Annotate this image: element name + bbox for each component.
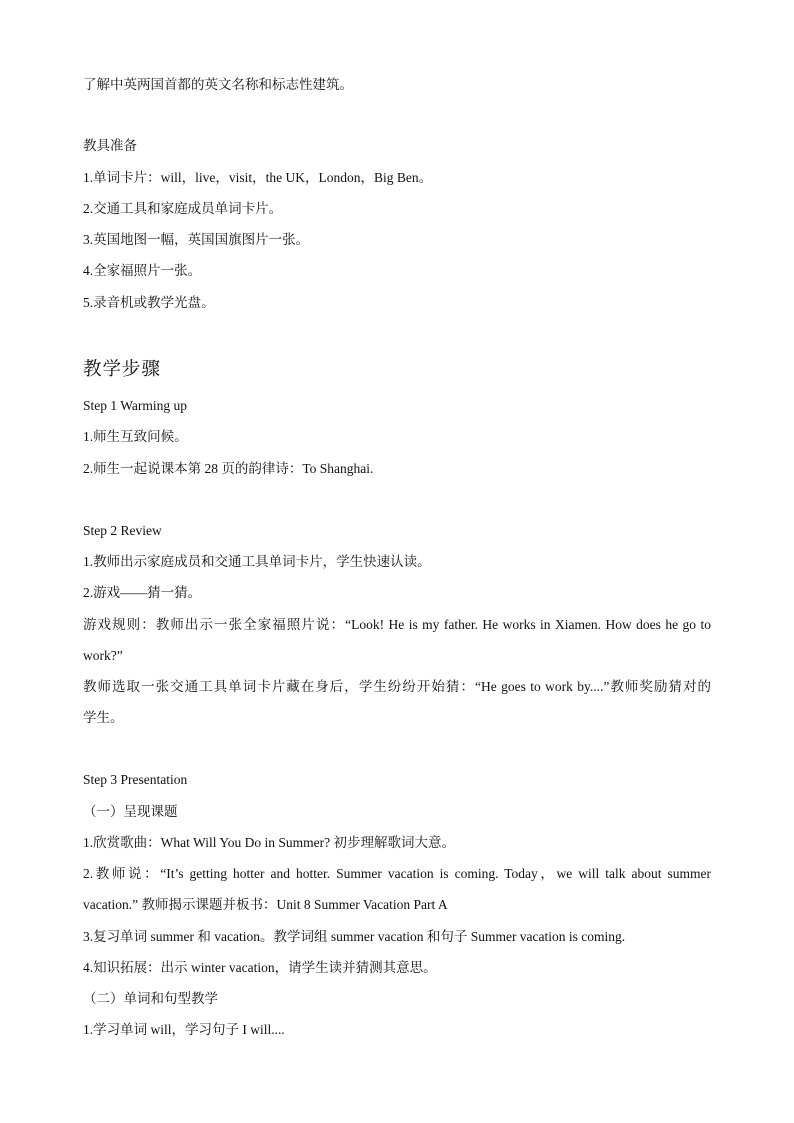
- tools-item: 3.英国地图一幅，英国国旗图片一张。: [83, 232, 310, 247]
- teacher-pick-line: 学生。: [83, 710, 124, 725]
- presentation-item: 2.教师说：“It’s getting hotter and hotter. Summer vacation is coming. Today，we will talk about summer: [83, 866, 711, 881]
- teacher-pick-line: 教师选取一张交通工具单词卡片藏在身后，学生纷纷开始猜：“He goes to work by....”教师奖励猜对的: [83, 679, 711, 694]
- step3-title: Step 3 Presentation: [83, 772, 188, 787]
- step2-item: 2.游戏——猜一猜。: [83, 585, 202, 600]
- presentation-item: 3.复习单词 summer 和 vacation。教学词组 summer vacation 和句子 Summer vacation is coming.: [83, 929, 626, 944]
- part2-heading: （二）单词和句型教学: [83, 991, 218, 1006]
- tools-item: 2.交通工具和家庭成员单词卡片。: [83, 201, 283, 216]
- game-rule-line: 游戏规则：教师出示一张全家福照片说：“Look! He is my father. He works in Xiamen. How does he go to: [83, 617, 711, 632]
- step1-title: Step 1 Warming up: [83, 398, 188, 413]
- steps-heading: 教学步骤: [83, 359, 162, 380]
- tools-item: 5.录音机或教学光盘。: [83, 295, 215, 310]
- presentation-item: vacation.” 教师揭示课题并板书：Unit 8 Summer Vacation Part A: [83, 897, 448, 912]
- tools-item: 1.单词卡片：will，live，visit，the UK，London，Big Ben。: [83, 170, 433, 185]
- vocab-item: 1.学习单词 will，学习句子 I will....: [83, 1022, 285, 1037]
- tools-item: 4.全家福照片一张。: [83, 263, 202, 278]
- game-rule-line: work?”: [83, 648, 123, 663]
- presentation-item: 1.欣赏歌曲：What Will You Do in Summer? 初步理解歌词大意。: [83, 835, 455, 850]
- step2-item: 1.教师出示家庭成员和交通工具单词卡片，学生快速认读。: [83, 554, 431, 569]
- part1-heading: （一）呈现课题: [83, 804, 178, 819]
- tools-heading: 教具准备: [83, 138, 137, 153]
- step1-item: 2.师生一起说课本第 28 页的韵律诗：To Shanghai.: [83, 461, 374, 476]
- intro-text: 了解中英两国首都的英文名称和标志性建筑。: [83, 77, 353, 92]
- step2-title: Step 2 Review: [83, 523, 162, 538]
- step1-item: 1.师生互致问候。: [83, 429, 188, 444]
- presentation-item: 4.知识拓展：出示 winter vacation，请学生读并猜测其意思。: [83, 960, 437, 975]
